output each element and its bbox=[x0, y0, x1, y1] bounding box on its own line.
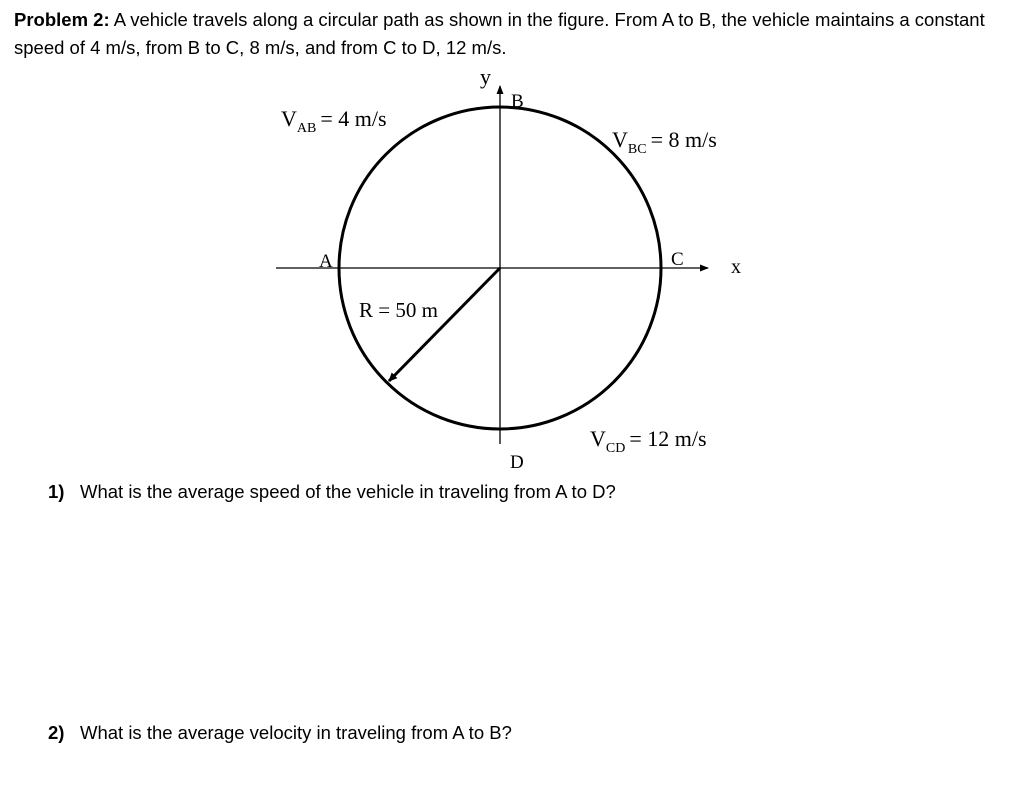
velocity-cd-subscript: CD bbox=[605, 441, 626, 456]
velocity-ab-label bbox=[281, 106, 387, 136]
question-2 bbox=[48, 721, 512, 745]
velocity-cd-label bbox=[590, 426, 707, 456]
radius-arrow bbox=[389, 268, 500, 381]
point-d-label: D bbox=[510, 452, 524, 473]
velocity-bc-value: = 8 m/s bbox=[650, 127, 717, 152]
question-2-number: 2) bbox=[48, 722, 65, 743]
point-c-label: C bbox=[671, 249, 684, 270]
radius-label: R = 50 m bbox=[359, 298, 438, 322]
point-b-label: B bbox=[511, 91, 524, 112]
question-2-text: What is the average velocity in traveling from A to B? bbox=[80, 722, 512, 743]
x-axis-label: x bbox=[731, 256, 741, 278]
point-a-label: A bbox=[319, 251, 333, 272]
velocity-cd-value: = 12 m/s bbox=[629, 426, 707, 451]
y-axis-label: y bbox=[480, 64, 491, 89]
problem-text: A vehicle travels along a circular path as shown in the figure. From A to B, the vehicle maintains a constant speed of 4 m/s, from B to C, 8 m/s, and from C to D, 12 m/s. bbox=[14, 9, 985, 58]
velocity-bc-label bbox=[612, 127, 717, 157]
velocity-bc-symbol: V bbox=[612, 127, 628, 152]
velocity-ab-value: = 4 m/s bbox=[320, 106, 387, 131]
velocity-ab-subscript: AB bbox=[296, 121, 317, 136]
question-1-text: What is the average speed of the vehicle in traveling from A to D? bbox=[80, 481, 616, 502]
velocity-ab-symbol: V bbox=[281, 106, 297, 131]
problem-label: Problem 2: bbox=[14, 9, 110, 30]
velocity-bc-subscript: BC bbox=[627, 142, 647, 157]
question-1 bbox=[48, 480, 616, 504]
velocity-cd-symbol: V bbox=[590, 426, 606, 451]
question-1-number: 1) bbox=[48, 481, 65, 502]
